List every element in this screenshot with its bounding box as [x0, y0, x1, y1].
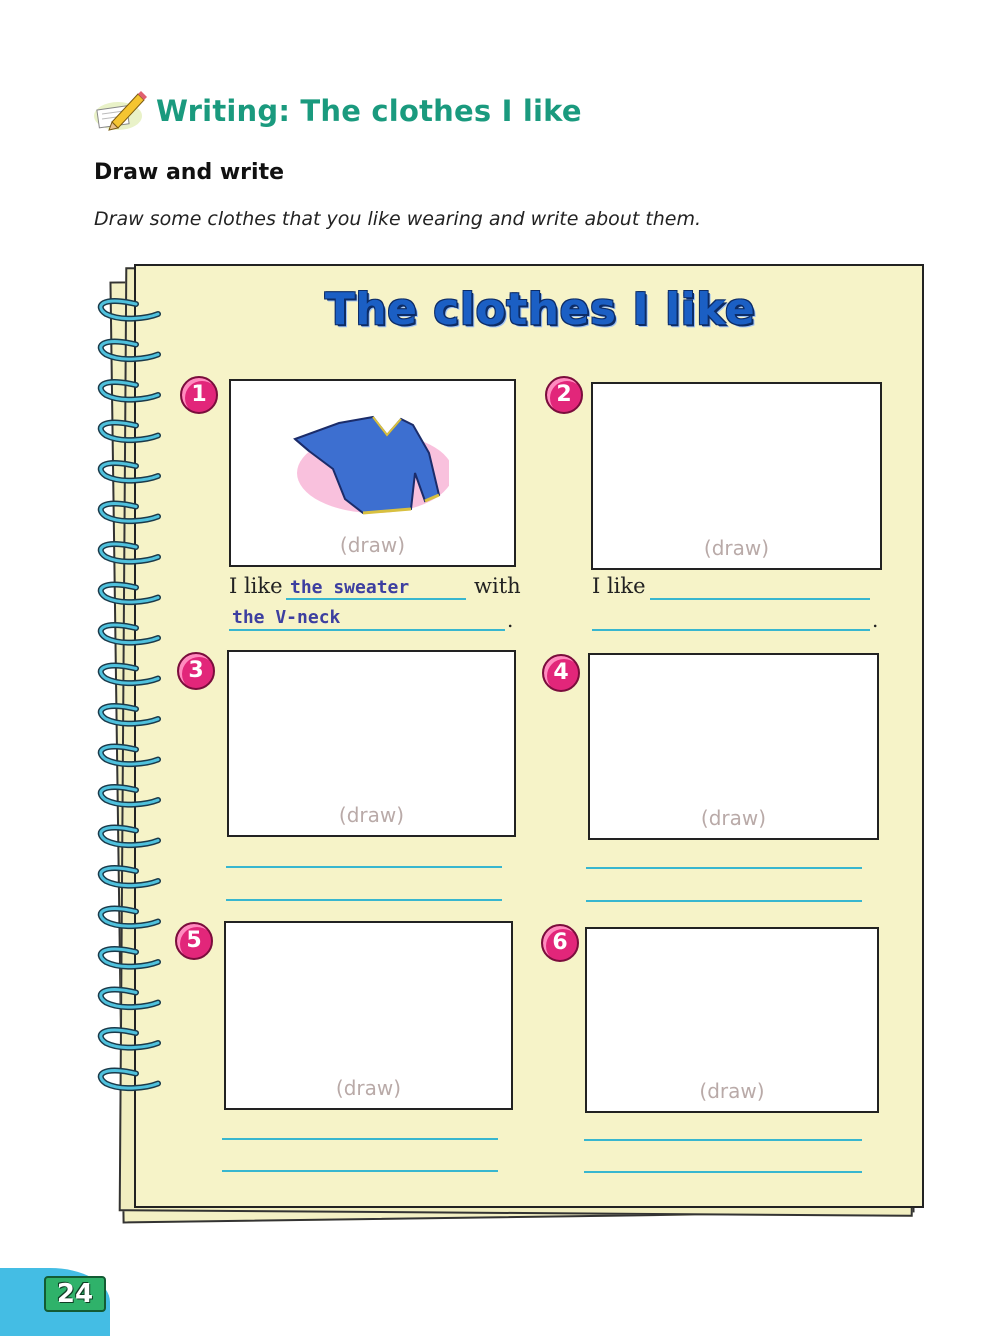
- spiral-ring: [101, 544, 158, 562]
- answer-line[interactable]: [586, 867, 862, 869]
- spiral-ring: [101, 463, 158, 481]
- draw-label: (draw): [339, 533, 406, 557]
- answer-line[interactable]: [584, 1139, 862, 1141]
- draw-label: (draw): [703, 536, 770, 560]
- answer-line[interactable]: [286, 598, 466, 600]
- sentence-prefix: I like: [229, 574, 283, 598]
- spiral-ring: [101, 625, 158, 643]
- drawing-box-1[interactable]: [229, 379, 516, 567]
- period: .: [872, 608, 879, 632]
- number-badge-5: 5: [175, 922, 213, 960]
- answer-text: the sweater: [290, 577, 410, 598]
- number-badge-6: 6: [541, 924, 579, 962]
- number-badge-3: 3: [177, 652, 215, 690]
- page-heading: Writing: The clothes I like: [156, 94, 582, 128]
- answer-line[interactable]: [222, 1170, 498, 1172]
- sweater-icon: [289, 409, 449, 521]
- spiral-ring: [101, 949, 158, 967]
- answer-line[interactable]: [226, 899, 502, 901]
- spiral-ring: [101, 585, 158, 603]
- spiral-ring: [101, 787, 158, 805]
- heading-row: [92, 88, 582, 134]
- spiral-ring: [101, 382, 158, 400]
- spiral-binding: [92, 290, 164, 1120]
- draw-label: (draw): [699, 1079, 765, 1103]
- drawing-box-5[interactable]: [224, 921, 513, 1110]
- draw-label: (draw): [700, 806, 767, 830]
- spiral-ring: [101, 828, 158, 846]
- sentence-prefix: I like: [592, 574, 646, 598]
- answer-line[interactable]: [592, 629, 870, 631]
- sentence-connector: with: [474, 574, 521, 598]
- spiral-ring: [101, 504, 158, 522]
- number-badge-4: 4: [542, 654, 580, 692]
- spiral-ring: [101, 909, 158, 927]
- drawing-box-2[interactable]: [591, 382, 882, 570]
- subheading: Draw and write: [94, 160, 285, 185]
- spiral-ring: [101, 706, 158, 724]
- answer-text: the V-neck: [232, 607, 341, 628]
- drawing-box-4[interactable]: [588, 653, 879, 840]
- spiral-ring: [101, 1071, 158, 1089]
- spiral-ring: [101, 423, 158, 441]
- spiral-ring: [101, 1030, 158, 1048]
- number-badge-1: 1: [180, 376, 218, 414]
- answer-line[interactable]: [650, 598, 870, 600]
- drawing-box-3[interactable]: [227, 650, 516, 837]
- answer-line[interactable]: [229, 629, 505, 631]
- drawing-box-6[interactable]: [585, 927, 879, 1113]
- spiral-ring: [101, 868, 158, 886]
- number-badge-2: 2: [545, 376, 583, 414]
- draw-label: (draw): [338, 803, 405, 827]
- spiral-ring: [101, 342, 158, 360]
- pencil-icon: [92, 88, 150, 134]
- answer-line[interactable]: [226, 866, 502, 868]
- draw-label: (draw): [335, 1076, 402, 1100]
- answer-line[interactable]: [584, 1171, 862, 1173]
- instruction-text: Draw some clothes that you like wearing and write about them.: [94, 208, 702, 230]
- period: .: [507, 608, 514, 632]
- spiral-ring: [101, 990, 158, 1008]
- answer-line[interactable]: [222, 1138, 498, 1140]
- notebook-title: The clothes I like: [324, 284, 756, 335]
- answer-line[interactable]: [586, 900, 862, 902]
- page-number: 24: [44, 1276, 106, 1312]
- spiral-ring: [101, 666, 158, 684]
- spiral-ring: [101, 747, 158, 765]
